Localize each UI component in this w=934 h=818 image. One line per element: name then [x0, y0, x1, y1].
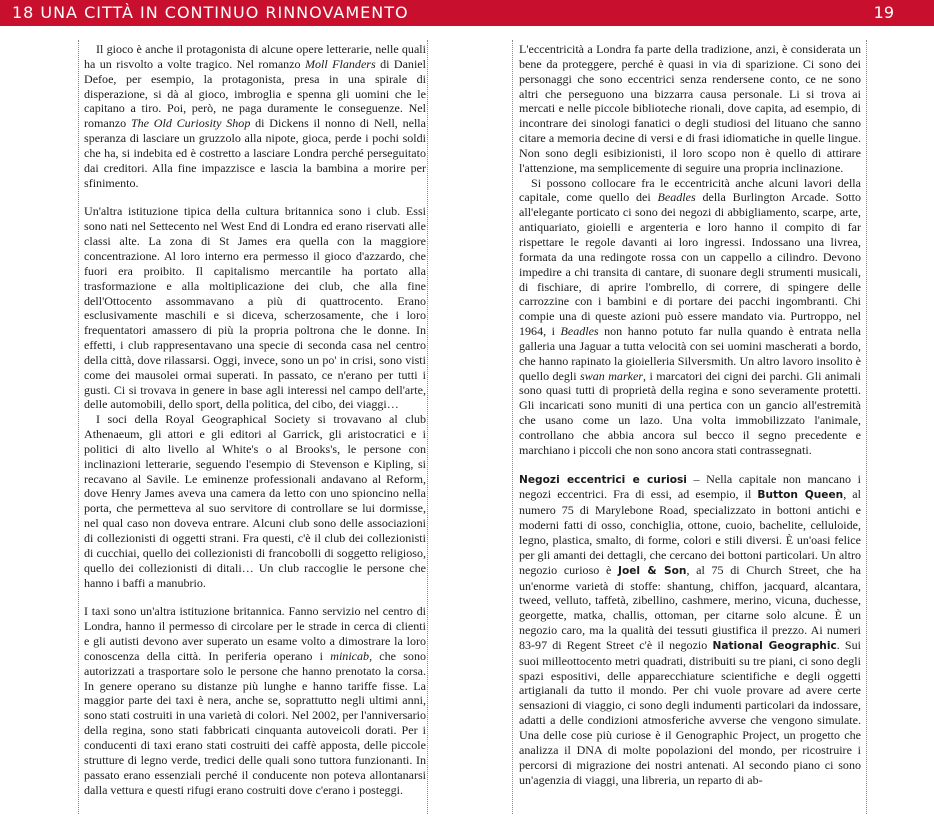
gutter-rule-left — [427, 40, 428, 814]
term-minicab: minicab — [330, 648, 370, 663]
text-run: – Nella capitale non mancano i negozi eccentrici. Fra di essi, ad esempio, il — [519, 471, 861, 502]
paragraph-gambling-literature — [84, 42, 426, 190]
text-run: Il gioco è anche il protagonista di alcune opere letterarie, nelle quali ha un risvolto a volte tragico. Nel romanzo — [84, 42, 426, 71]
left-page-column — [84, 42, 426, 797]
chapter-title: UNA CITTÀ IN CONTINUO RINNOVAMENTO — [40, 3, 409, 22]
text-run: , i marcatori dei cigni dei parchi. Gli animali sono quasi tutti di proprietà della regina e sono severamente protetti. Gli incaricati sono muniti di una pertica con un gancio all'estremità che usano come un lazo. Una volta immobilizzato l'animale, controllano che abbia ancora sul becco il segno precedente e marchiano i piccoli che non sono ancora stati contrassegnati. — [519, 368, 861, 457]
right-margin-rule — [866, 40, 867, 814]
shop-name-national-geographic: National Geographic — [712, 639, 837, 652]
left-margin-rule — [78, 40, 79, 814]
text-run: I taxi sono un'altra istituzione britannica. Fanno servizio nel centro di Londra, hanno il permesso di circolare per le strade in cerca di clienti e gli autisti devono aver superato un esame volto a dimostrare la loro conoscenza della città. In periferia operano i — [84, 604, 426, 663]
header-left — [12, 1, 415, 25]
gutter-rule-right — [512, 40, 513, 814]
paragraph-club-members: I soci della Royal Geographical Society si trovavano al club Athenaeum, gli attori e gli editori al Garrick, gli aristocratici e i politici di alto livello al White's o al Brooks's, le persone con inclinazioni letterarie, seguendo l'esempio di Stevenson e Kipling, si recavano al Savile. Le eminenze professionali andavano al Reform, dove Henry James aveva una camera da letto con uno spioncino nella porta, che permetteva al suo servitore di controllare se lui dormisse, nel qual caso non doveva entrare. Alcuni club sono delle associazioni di collezionisti di oggetti strani. Fra questi, c'è il club dei collezionisti di cucchiai, quello dei collezionisti di francobolli di soggetto religioso, quello dei collezionisti di ditali… Un club raccoglie le persone che hanno i baffi a manubrio. — [84, 412, 426, 590]
running-header — [0, 0, 934, 26]
paragraph-taxis — [84, 604, 426, 797]
text-run: , che sono autorizzati a trasportare solo le persone che hanno prenotato la corsa. In genere operano su distanze più lunghe e hanno tariffe fisse. La maggior parte dei taxi è nera, anche se, soprattutto negli ultimi anni, sono stati costruiti in una varietà di colori. Nel 2002, per l'anniversario della regina, sono stati fabbricati cinquanta autoveicoli dorati. Per i conducenti di taxi erano stati costruiti dei caffè apposta, delle piccole strutture di legno verde, tredici delle quali sono tuttora funzionanti. In passato erano essenziali perché il conducente non poteva allontanarsi dalla vettura e questi rifugi erano costruiti dove c'erano i posteggi. — [84, 648, 427, 797]
text-run: di Dickens il nonno di Nell, nella speranza di lasciare un gruzzolo alla nipote, gioca, perde i pochi soldi che ha, si indebita ed è costretto a lasciare Londra perché perseguitato dai creditori. Alla fine impazzisce e lascia la bambina a morire per sfinimento. — [84, 116, 426, 190]
paragraph-clubs: Un'altra istituzione tipica della cultura britannica sono i club. Essi sono nati nel Settecento nel West End di Londra ed erano riservati alle classi alte. La zona di St James era quella con la maggiore concentrazione. Al loro interno era permesso il gioco d'azzardo, che fuori era proibito. Il capitalismo mercantile ha portato alla trasformazione e alla moltiplicazione dei club, che alla fine dell'Ottocento assommavano a più di quattrocento. Erano esclusivamente maschili e si diceva, scherzosamente, che i loro frequentatori amassero di più la propria poltrona che le donne. In effetti, i club rappresentavano una specie di seconda casa nel centro della città, dove rilassarsi. Oggi, invece, sono un po' in crisi, sono visti come dei mausolei ormai superati. In passato, ce n'erano per tutti i gusti. Ci si trovava in genere in base agli interessi nel campo dell'arte, delle automobili, dello sport, della politica, del cibo, dei viaggi… — [84, 204, 426, 412]
section-heading: Negozi eccentrici e curiosi — [519, 473, 687, 486]
term-swan-marker: swan marker — [580, 368, 644, 383]
text-run: , al numero 75 di Marylebone Road, specializzato in bottoni antichi e moderni fatti di osso, conchiglia, ottone, cuoio, bachelite, celluloide, legno, plastica, smalto, di forme, colori e stili diversi. È un'oasi felice per gli amanti dei dettagli, che cercano dei bottoni particolari. Un altro negozio curioso è — [519, 487, 862, 577]
left-page-number: 18 — [12, 3, 35, 22]
text-run: . Sui suoi milleottocento metri quadrati, distribuiti su tre piani, ci sono degli spazi espositivi, delle apparecchiature scientifiche e degli oggetti artigianali da tutto il mondo. Per chi vuole provare ad avere certe sensazioni di viaggio, ci sono degli indumenti particolari da indossare, adatti a delle condizioni atmosferiche avverse che vengono simulate. Una delle cose più curiose è il Genographic Project, un progetto che analizza il DNA di molte popolazioni del mondo, per ricostruire i percorsi di migrazione dei nostri antenati. Al secondo piano ci sono un'agenzia di viaggi, una libreria, un reparto di ab- — [519, 637, 861, 787]
text-run: , al 75 di Church Street, che ha un'enorme varietà di stoffe: shantung, chiffon, jacquard, alcantara, tweed, velluto, taffetà, zibellino, cashmere, merino, vicuna, duchesse, georgette, matka, challis, ottoman, per citarne solo alcune. È un negozio caro, ma la qualità dei tessuti giustifica il prezzo. Ai numeri 83-97 di Regent Street c'è il negozio — [519, 562, 862, 652]
term-beadles: Beadles — [657, 190, 696, 205]
paragraph-eccentricity: L'eccentricità a Londra fa parte della tradizione, anzi, è considerata un bene da proteggere, perché è quasi in via di sparizione. Ci sono dei personaggi che sono eccentrici senza rendersene conto, ce ne sono altri che perseguono una bizzarra causa personale. Li si trova ai mercati e nelle piccole biblioteche rionali, dove capita, ad esempio, di incontrare dei sinologi fanatici o degli studiosi del lituano che sanno citare a memoria decine di versi e di frasi idiomatiche in quelle lingue. Non sono degli esibizionisti, il loro scopo non è quello di attirare l'attenzione, ma semplicemente di seguire una propria inclinazione. — [519, 42, 861, 175]
shop-name-button-queen: Button Queen — [757, 489, 844, 502]
right-page-number: 19 — [873, 3, 894, 22]
shop-name-joel-and-son: Joel & Son — [618, 564, 687, 577]
paragraph-eccentric-shops — [519, 472, 861, 788]
term-beadles: Beadles — [560, 324, 599, 339]
book-title-moll-flanders: Moll Flanders — [305, 56, 376, 71]
text-run: di Daniel Defoe, per esempio, la protagonista, presa in una spirale di disperazione, si dà al gioco, imbroglia e spenna gli uomini che le capitano a tiro. Poi, però, ne paga duramente le conseguenze. Nel romanzo — [84, 56, 426, 131]
paragraph-beadles — [519, 176, 861, 458]
text-run: non hanno potuto far nulla quando è entrata nella galleria una Jaguar a tutta velocità con sei uomini mascherati a bordo, che hanno rapinato la gioielleria Silversmith. Un altro lavoro insolito è quello degli — [519, 324, 861, 383]
book-title-old-curiosity-shop: The Old Curiosity Shop — [130, 116, 251, 131]
text-run: della Burlington Arcade. Sotto all'elegante porticato ci sono dei negozi di abbigliamento, scarpe, arte, antiquariato, gioielli e argenteria e loro hanno il compito di far rispettare le regole davanti ai loro ingressi. Indossano una livrea, formata da una redingote rossa con un cappello a cilindro. Devono impedire a chi transita di cantare, di suonare degli strumenti musicali, di fischiare, di aprire l'ombrello, di correre, di spingere delle carrozzine con i bambini e di portare dei pacchi ingombranti. Chi compie una di queste azioni può essere mandato via. Purtroppo, nel 1964, i — [519, 190, 861, 339]
right-page-column — [519, 42, 861, 787]
text-run: Si possono collocare fra le eccentricità anche alcuni lavori della capitale, come quello dei — [519, 175, 861, 205]
